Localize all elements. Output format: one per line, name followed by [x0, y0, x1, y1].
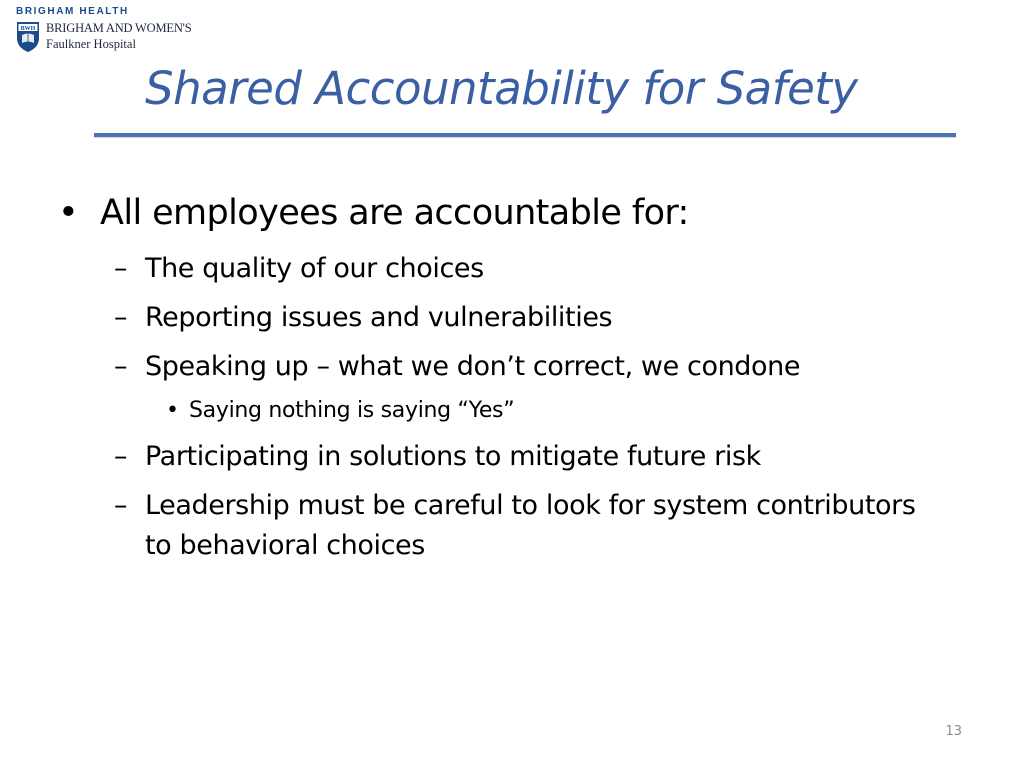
sub-bullet-marker: • — [166, 398, 179, 423]
dash-marker: – — [114, 490, 128, 521]
sub-sub-item-text: Saying nothing is saying “Yes” — [189, 398, 515, 423]
logo-system-name: BRIGHAM HEALTH — [16, 6, 129, 17]
sub-item-continuation: to behavioral choices — [145, 530, 425, 561]
bullet-marker: • — [58, 193, 79, 233]
logo-hospital-subname: Faulkner Hospital — [46, 37, 136, 51]
sub-item-text: Leadership must be careful to look for system contributors — [145, 490, 916, 521]
dash-marker: – — [114, 302, 128, 333]
dash-marker: – — [114, 351, 128, 382]
slide-title: Shared Accountability for Safety — [145, 62, 858, 115]
dash-marker: – — [114, 253, 128, 284]
main-bullet-text: All employees are accountable for: — [100, 193, 689, 233]
dash-marker: – — [114, 441, 128, 472]
sub-item-text: The quality of our choices — [145, 253, 484, 284]
shield-text: BWH — [20, 26, 36, 32]
page-number: 13 — [945, 724, 962, 739]
sub-item-text: Participating in solutions to mitigate future risk — [145, 441, 761, 472]
sub-item-text: Speaking up – what we don’t correct, we condone — [145, 351, 801, 382]
logo-hospital-name: BRIGHAM AND WOMEN'S — [46, 21, 192, 35]
sub-item-text: Reporting issues and vulnerabilities — [145, 302, 613, 333]
